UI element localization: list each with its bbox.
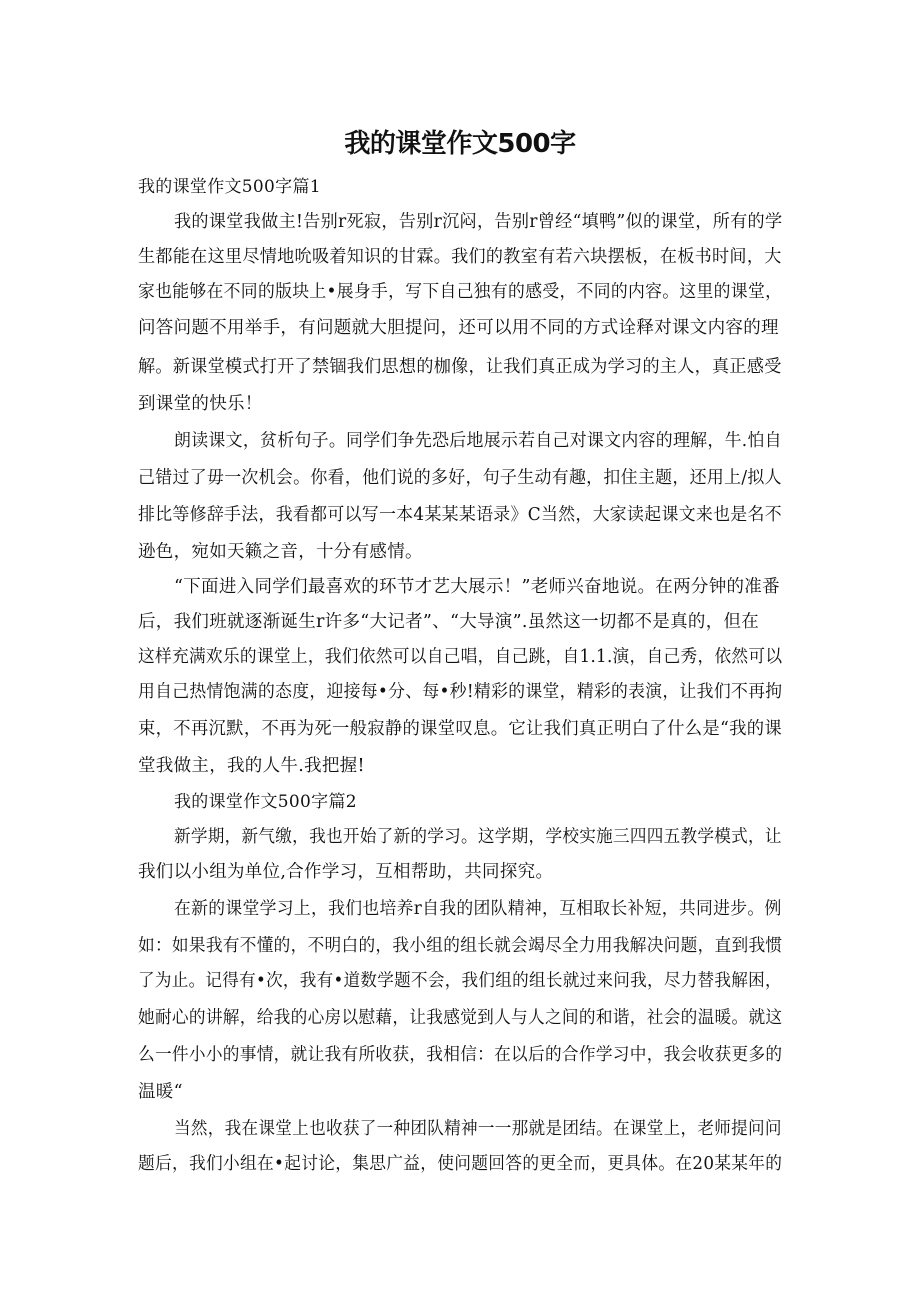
paragraph-line: 这样充满欢乐的课堂上，我们依然可以自己唱，自己跳，自1.1.演，自己秀，依然可以 — [138, 647, 783, 667]
paragraph-line: 我们以小组为单位,合作学习，互相帮助，共同探究。 — [138, 862, 554, 882]
paragraph-line: 新学期，新气缴，我也开始了新的学习。这学期，学校实施三四四五教学模式，让 — [174, 827, 782, 847]
paragraph-line: 用自己热情饱满的态度，迎接每•分、每•秒!精彩的课堂，精彩的表演，让我们不再拘 — [138, 682, 783, 702]
paragraph-line: 在新的课堂学习上，我们也培养r自我的团队精神，互相取长补短，共同进步。例 — [174, 899, 782, 919]
paragraph-line: 我的课堂我做主!告别r死寂，告别r沉闷，告别r曾经“填鸭”似的课堂，所有的学 — [174, 212, 783, 232]
paragraph-line: 后，我们班就逐渐诞生r许多“大记者”、“大导演”.虽然这一切都不是真的，但在 — [138, 612, 760, 632]
paragraph-line: 束，不再沉默，不再为死一般寂静的课堂叹息。它让我们真正明白了什么是“我的课 — [138, 719, 783, 739]
paragraph-line: 温暖“ — [138, 1082, 183, 1102]
paragraph-line: 她耐心的讲解，给我的心房以慰藉，让我感觉到人与人之间的和谐，社会的温暖。就这 — [138, 1008, 783, 1028]
paragraph-line: 堂我做主，我的人牛.我把握! — [138, 756, 365, 776]
paragraph-line: 排比等修辞手法，我看都可以写一本4某某某语录》C当然，大家读起课文来也是名不 — [138, 505, 782, 525]
paragraph-line: 家也能够在不同的版块上•展身手，写下自己独有的感受，不同的内容。这里的课堂， — [138, 282, 783, 302]
paragraph-line: 己错过了毋一次机会。你看，他们说的多好，句子生动有趣，扣住主题，还用上/拟人 — [138, 468, 782, 488]
paragraph-line: 么一件小小的事情，就让我有所收获，我相信：在以后的合作学习中，我会收获更多的 — [138, 1045, 783, 1065]
paragraph-line: “下面进入同学们最喜欢的环节才艺大展示！”老师兴奋地说。在两分钟的准番 — [174, 577, 780, 597]
page-title: 我的课堂作文500字 — [344, 129, 576, 159]
paragraph-line: 了为止。记得有•次，我有•道数学题不会，我们组的组长就过来问我，尽力替我解困， — [138, 971, 782, 991]
section-heading: 我的课堂作文500字篇1 — [138, 177, 321, 197]
paragraph-line: 问答问题不用举手，有问题就大胆提问，还可以用不同的方式诠释对课文内容的理 — [138, 318, 779, 338]
section-heading: 我的课堂作文500字篇2 — [174, 792, 357, 812]
paragraph-line: 题后，我们小组在•起讨论，集思广益，使问题回答的更全而，更具体。在20某某年的 — [138, 1154, 783, 1174]
paragraph-line: 朗读课文，贫析句子。同学们争先恐后地展示若自己对课文内容的理解，牛.怕自 — [174, 431, 782, 451]
paragraph-line: 当然，我在课堂上也收获了一种团队精神一一那就是团结。在课堂上，老师提问问 — [174, 1119, 782, 1139]
paragraph-line: 到课堂的快乐！ — [138, 394, 263, 414]
paragraph-line: 解。新课堂模式打开了禁锢我们思想的枷像，让我们真正成为学习的主人，真正感受 — [138, 357, 782, 377]
paragraph-line: 生都能在这里尽情地吮吸着知识的甘霖。我们的教室有若六块摆板，在板书时间，大 — [138, 247, 782, 267]
paragraph-line: 逊色，宛如天籁之音，十分有感情。 — [138, 542, 423, 562]
paragraph-line: 如：如果我有不懂的，不明白的，我小组的组长就会竭尽全力用我解决问题，直到我惯 — [138, 936, 783, 956]
